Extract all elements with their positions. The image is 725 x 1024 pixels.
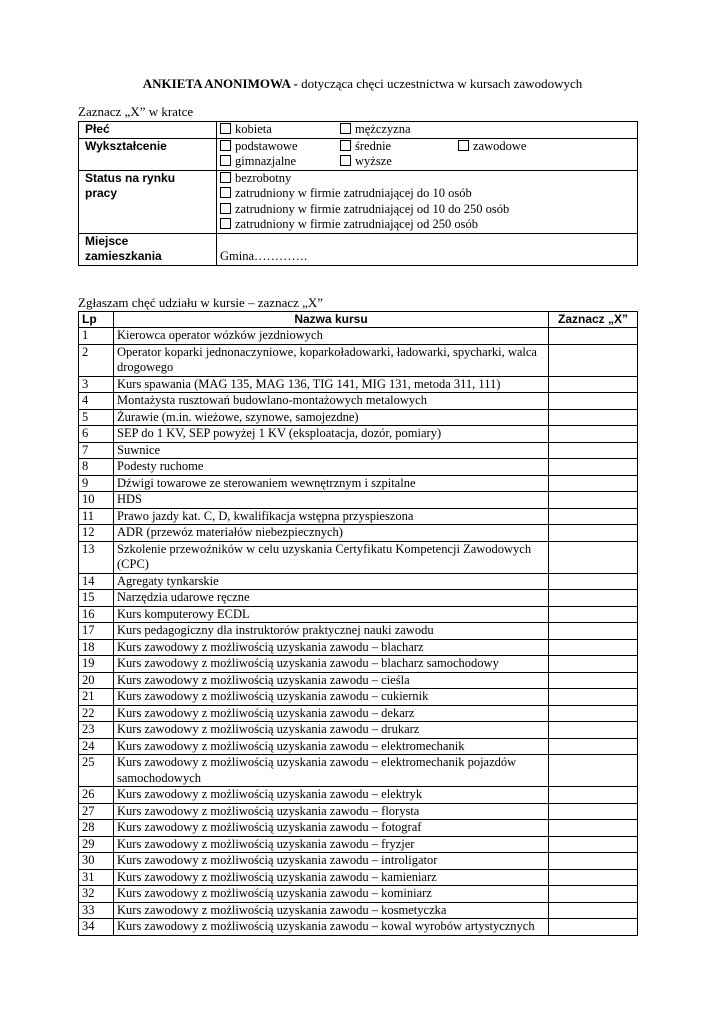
mark-cell[interactable] [549,803,638,820]
course-name: Kurs zawodowy z możliwością uzyskania zawodu – dekarz [114,705,549,722]
mark-cell[interactable] [549,344,638,376]
table-row [79,606,638,623]
course-name: Kurs zawodowy z możliwością uzyskania zawodu – blacharz samochodowy [114,656,549,673]
course-number: 34 [79,919,114,936]
option-gimnazjalne[interactable]: gimnazjalne [220,154,340,170]
residence-label: Miejsce zamieszkania [79,233,217,265]
course-name: Prawo jazdy kat. C, D, kwalifikacja wstępna przyspieszona [114,508,549,525]
course-name: Podesty ruchome [114,459,549,476]
mark-cell[interactable] [549,573,638,590]
mark-cell[interactable] [549,919,638,936]
table-row [79,836,638,853]
header-mark: Zaznacz „X” [549,312,638,328]
course-name: Kurs zawodowy z możliwością uzyskania zawodu – fotograf [114,820,549,837]
table-row [79,820,638,837]
course-name: Montażysta rusztowań budowlano-montażowych metalowych [114,393,549,410]
course-name: Kurs zawodowy z możliwością uzyskania zawodu – florysta [114,803,549,820]
option-podstawowe[interactable]: podstawowe [220,139,340,155]
course-name: HDS [114,492,549,509]
checkbox[interactable] [340,123,351,134]
table-row [79,459,638,476]
row-employment-status [79,170,638,233]
gender-label: Płeć [79,122,217,139]
mark-cell[interactable] [549,475,638,492]
course-number: 18 [79,639,114,656]
mark-cell[interactable] [549,442,638,459]
course-number: 20 [79,672,114,689]
course-number: 28 [79,820,114,837]
course-number: 14 [79,573,114,590]
course-name: Kurs pedagogiczny dla instruktorów praktycznej nauki zawodu [114,623,549,640]
table-row [79,508,638,525]
course-number: 7 [79,442,114,459]
mark-cell[interactable] [549,705,638,722]
course-number: 29 [79,836,114,853]
course-number: 27 [79,803,114,820]
course-name: Kurs komputerowy ECDL [114,606,549,623]
course-number: 16 [79,606,114,623]
table-row [79,853,638,870]
option-zawodowe[interactable]: zawodowe [458,139,526,155]
table-row [79,426,638,443]
course-number: 24 [79,738,114,755]
table-row [79,623,638,640]
course-number: 15 [79,590,114,607]
header-lp: Lp [79,312,114,328]
checkbox[interactable] [220,187,231,198]
mark-cell[interactable] [549,689,638,706]
course-number: 32 [79,886,114,903]
table-row [79,902,638,919]
mark-cell[interactable] [549,836,638,853]
course-name: Kierowca operator wózków jezdniowych [114,328,549,345]
course-number: 13 [79,541,114,573]
mark-cell[interactable] [549,409,638,426]
course-instruction: Zgłaszam chęć udziału w kursie – zaznacz „X” [78,295,324,310]
mark-cell[interactable] [549,902,638,919]
course-table [78,311,638,936]
mark-cell[interactable] [549,426,638,443]
course-name: Kurs zawodowy z możliwością uzyskania zawodu – elektromechanik pojazdów samochodowych [114,755,549,787]
checkbox[interactable] [220,218,231,229]
mark-cell[interactable] [549,590,638,607]
option-wyzsze[interactable]: wyższe [340,154,392,170]
table-row [79,328,638,345]
mark-cell[interactable] [549,541,638,573]
checkbox[interactable] [458,140,469,151]
course-number: 3 [79,376,114,393]
checkbox[interactable] [340,155,351,166]
course-number: 19 [79,656,114,673]
table-row [79,475,638,492]
mark-cell[interactable] [549,787,638,804]
checkbox[interactable] [220,172,231,183]
survey-table [78,121,638,266]
table-row [79,344,638,376]
course-name: Kurs zawodowy z możliwością uzyskania zawodu – kosmetyczka [114,902,549,919]
course-name: Narzędzia udarowe ręczne [114,590,549,607]
table-row [79,672,638,689]
table-row [79,886,638,903]
header-row [79,312,638,328]
course-name: Kurs zawodowy z możliwością uzyskania zawodu – kowal wyrobów artystycznych [114,919,549,936]
table-row [79,869,638,886]
checkbox[interactable] [220,155,231,166]
course-name: Kurs zawodowy z możliwością uzyskania zawodu – blacharz [114,639,549,656]
option-employed-up-to-10[interactable]: zatrudniony w firmie zatrudniającej do 10 osób [220,186,634,202]
course-number: 4 [79,393,114,410]
table-row [79,590,638,607]
mark-cell[interactable] [549,656,638,673]
course-name: Kurs zawodowy z możliwością uzyskania zawodu – cukiernik [114,689,549,706]
table-row [79,787,638,804]
document-title: ANKIETA ANONIMOWA - dotycząca chęci uczestnictwa w kursach zawodowych [142,76,583,91]
checkbox[interactable] [220,203,231,214]
course-name: Kurs zawodowy z możliwością uzyskania zawodu – fryzjer [114,836,549,853]
course-number: 17 [79,623,114,640]
course-name: Kurs zawodowy z możliwością uzyskania zawodu – drukarz [114,722,549,739]
mark-cell[interactable] [549,623,638,640]
course-name: Kurs zawodowy z możliwością uzyskania zawodu – kamieniarz [114,869,549,886]
course-name: Kurs zawodowy z możliwością uzyskania zawodu – introligator [114,853,549,870]
course-name: ADR (przewóz materiałów niebezpiecznych) [114,525,549,542]
course-number: 8 [79,459,114,476]
education-label: Wykształcenie [79,138,217,170]
mark-cell[interactable] [549,722,638,739]
course-number: 26 [79,787,114,804]
option-srednie[interactable]: średnie [340,139,458,155]
course-name: Kurs zawodowy z możliwością uzyskania zawodu – kominiarz [114,886,549,903]
option-mezczyzna[interactable]: mężczyzna [340,122,411,138]
survey-instruction: Zaznacz „X” w kratce [78,104,194,119]
table-row [79,409,638,426]
table-row [79,492,638,509]
course-name: Szkolenie przewoźników w celu uzyskania Certyfikatu Kompetencji Zawodowych (CPC) [114,541,549,573]
course-number: 5 [79,409,114,426]
table-row [79,525,638,542]
table-row [79,376,638,393]
mark-cell[interactable] [549,459,638,476]
course-name: SEP do 1 KV, SEP powyżej 1 KV (eksploatacja, dozór, pomiary) [114,426,549,443]
table-row [79,541,638,573]
mark-cell[interactable] [549,869,638,886]
mark-cell[interactable] [549,508,638,525]
row-gender [79,122,638,139]
checkbox[interactable] [220,123,231,134]
table-row [79,639,638,656]
course-name: Żurawie (m.in. wieżowe, szynowe, samojezdne) [114,409,549,426]
table-row [79,689,638,706]
mark-cell[interactable] [549,820,638,837]
course-number: 25 [79,755,114,787]
course-name: Suwnice [114,442,549,459]
course-name: Kurs zawodowy z możliwością uzyskania zawodu – elektryk [114,787,549,804]
course-number: 22 [79,705,114,722]
table-row [79,393,638,410]
table-row [79,738,638,755]
mark-cell[interactable] [549,672,638,689]
course-name: Agregaty tynkarskie [114,573,549,590]
course-number: 2 [79,344,114,376]
table-row [79,442,638,459]
option-employed-from-250[interactable]: zatrudniony w firmie zatrudniającej od 250 osób [220,217,634,233]
course-number: 23 [79,722,114,739]
mark-cell[interactable] [549,853,638,870]
mark-cell[interactable] [549,639,638,656]
mark-cell[interactable] [549,886,638,903]
course-number: 9 [79,475,114,492]
course-number: 31 [79,869,114,886]
employment-status-label: Status na rynku pracy [79,170,217,233]
course-name: Kurs zawodowy z możliwością uzyskania zawodu – cieśla [114,672,549,689]
course-name: Operator koparki jednonaczyniowe, koparkoładowarki, ładowarki, spycharki, walca drogowego [114,344,549,376]
option-kobieta[interactable]: kobieta [220,122,340,138]
course-name: Dźwigi towarowe ze sterowaniem wewnętrznym i szpitalne [114,475,549,492]
table-row [79,705,638,722]
residence-field[interactable]: Gmina…………. [217,233,638,265]
table-row [79,803,638,820]
table-row [79,656,638,673]
course-name: Kurs zawodowy z możliwością uzyskania zawodu – elektromechanik [114,738,549,755]
course-number: 1 [79,328,114,345]
table-row [79,573,638,590]
course-name: Kurs spawania (MAG 135, MAG 136, TIG 141, MIG 131, metoda 311, 111) [114,376,549,393]
mark-cell[interactable] [549,738,638,755]
course-number: 21 [79,689,114,706]
mark-cell[interactable] [549,393,638,410]
checkbox[interactable] [340,140,351,151]
checkbox[interactable] [220,140,231,151]
course-number: 6 [79,426,114,443]
table-row [79,919,638,936]
mark-cell[interactable] [549,328,638,345]
course-number: 30 [79,853,114,870]
row-residence [79,233,638,265]
course-number: 33 [79,902,114,919]
course-number: 12 [79,525,114,542]
option-employed-10-to-250[interactable]: zatrudniony w firmie zatrudniającej od 10 do 250 osób [220,202,634,218]
course-number: 11 [79,508,114,525]
table-row [79,755,638,787]
mark-cell[interactable] [549,606,638,623]
header-course-name: Nazwa kursu [114,312,549,328]
course-number: 10 [79,492,114,509]
mark-cell[interactable] [549,376,638,393]
row-education [79,138,638,170]
option-bezrobotny[interactable]: bezrobotny [220,171,634,187]
mark-cell[interactable] [549,755,638,787]
table-row [79,722,638,739]
mark-cell[interactable] [549,525,638,542]
mark-cell[interactable] [549,492,638,509]
